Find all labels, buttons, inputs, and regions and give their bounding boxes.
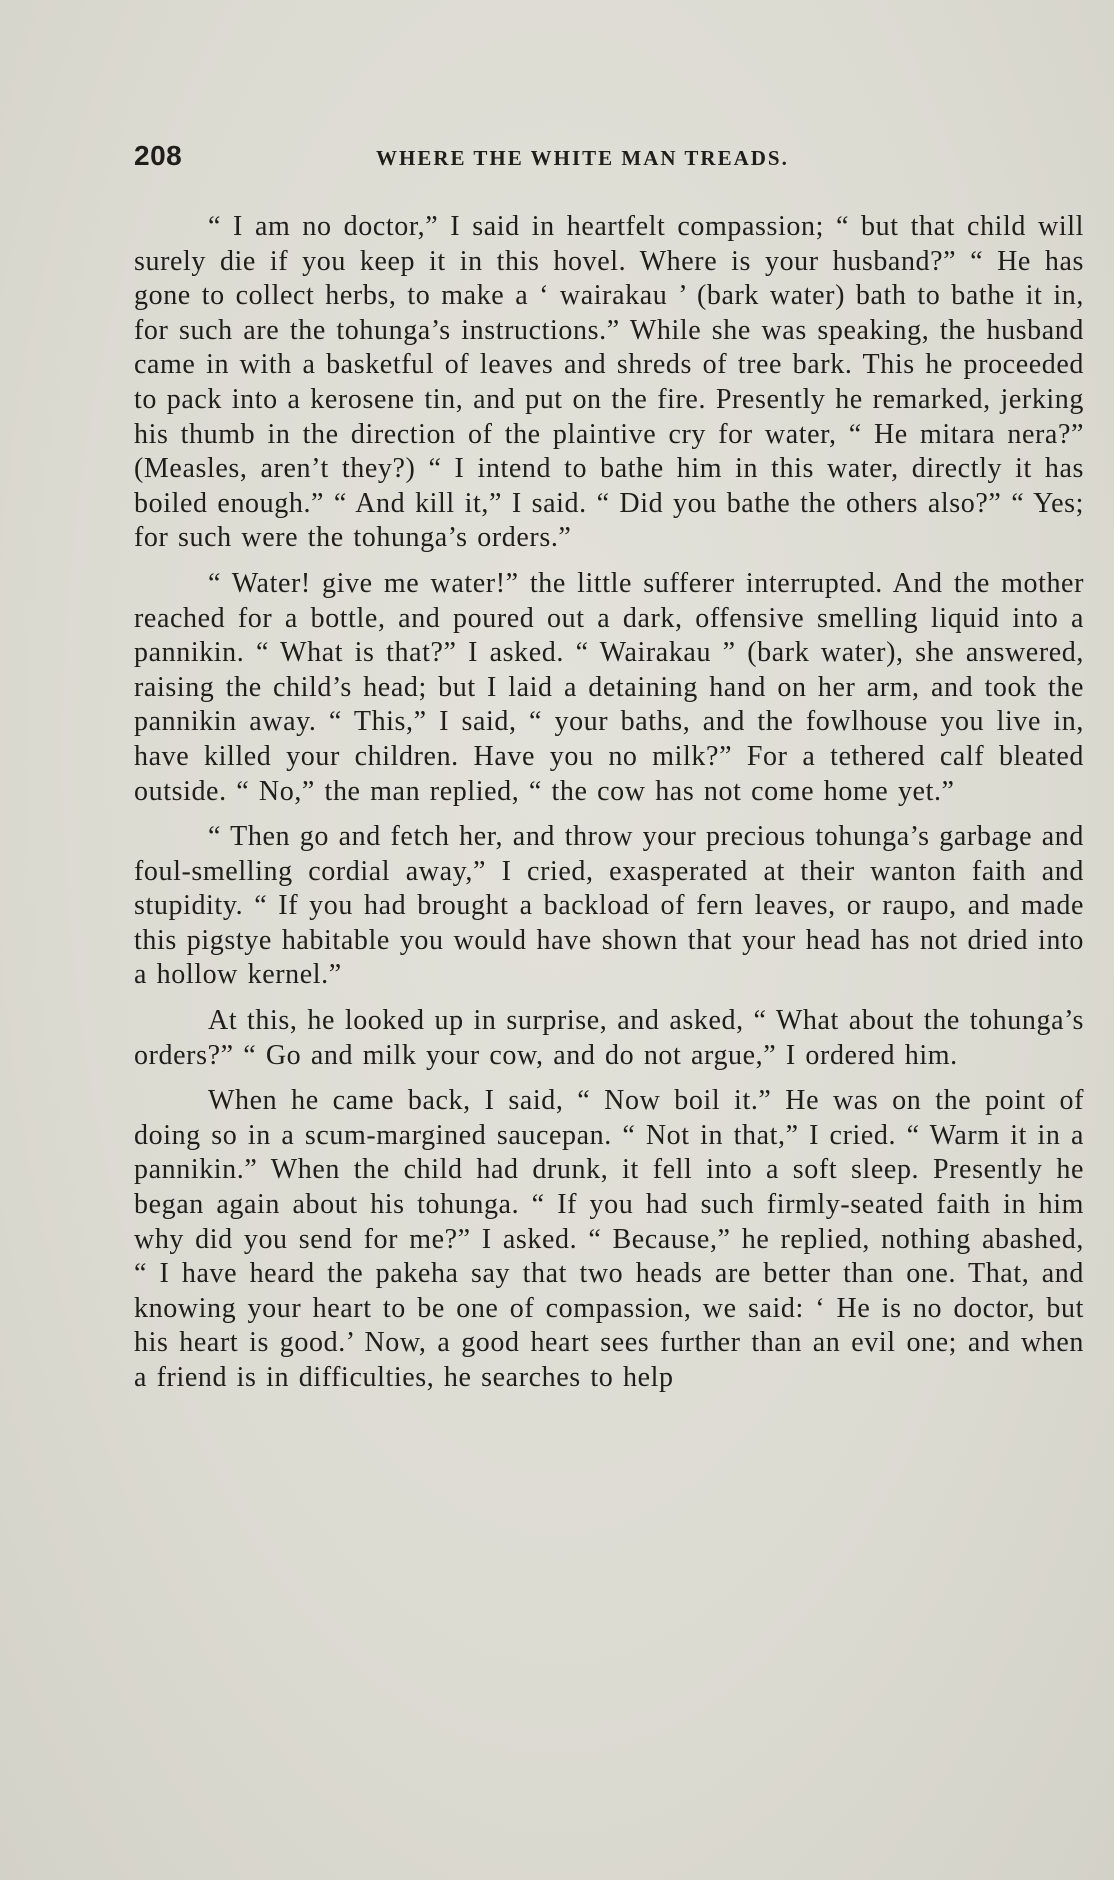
running-head: WHERE THE WHITE MAN TREADS. <box>376 146 789 170</box>
paragraph: “ Then go and fetch her, and throw your precious tohunga’s garbage and foul-smelling cordial away,” I cried, exasperated at their wanton faith and stupidity. “ If you had brought a backload of fern leaves, or raupo, and made this pigstye habitable you would have shown that your head has not dried into a hollow kernel.” <box>134 821 1084 991</box>
page-number: 208 <box>134 140 183 171</box>
book-page <box>134 140 1084 1407</box>
paragraph: When he came back, I said, “ Now boil it.” He was on the point of doing so in a scum-margined saucepan. “ Not in that,” I cried. “ Warm it in a pannikin.” When the child had drunk, it fell into a soft sleep. Presently he began again about his tohunga. “ If you had such firmly-seated faith in him why did you send for me?” I asked. “ Because,” he replied, nothing abashed, “ I have heard the pakeha say that two heads are better than one. That, and knowing your heart to be one of compassion, we said: ‘ He is no doctor, but his heart is good.’ Now, a good heart sees further than an evil one; and when a friend is in difficulties, he searches to help <box>134 1085 1084 1393</box>
page-header <box>134 140 1084 180</box>
paragraph: “ Water! give me water!” the little sufferer interrupted. And the mother reached for a bottle, and poured out a dark, offensive smelling liquid into a pannikin. “ What is that?” I asked. “ Wairakau ” (bark water), she answered, raising the child’s head; but I laid a detaining hand on her arm, and took the pannikin away. “ This,” I said, “ your baths, and the fowlhouse you live in, have killed your children. Have you no milk?” For a tethered calf bleated outside. “ No,” the man replied, “ the cow has not come home yet.” <box>134 567 1084 807</box>
paragraph: At this, he looked up in surprise, and asked, “ What about the tohunga’s orders?” “ Go and milk your cow, and do not argue,” I ordered him. <box>134 1005 1084 1071</box>
body-text <box>134 210 1084 1396</box>
paragraph: “ I am no doctor,” I said in heartfelt compassion; “ but that child will surely die if you keep it in this hovel. Where is your husband?” “ He has gone to collect herbs, to make a ‘ wairakau ’ (bark water) bath to bathe it in, for such are the tohunga’s instructions.” While she was speaking, the husband came in with a basketful of leaves and shreds of tree bark. This he proceeded to pack into a kerosene tin, and put on the fire. Presently he remarked, jerking his thumb in the direction of the plaintive cry for water, “ He mitara nera?” (Measles, aren’t they?) “ I intend to bathe him in this water, directly it has boiled enough.” “ And kill it,” I said. “ Did you bathe the others also?” “ Yes; for such were the tohunga’s orders.” <box>134 211 1084 554</box>
